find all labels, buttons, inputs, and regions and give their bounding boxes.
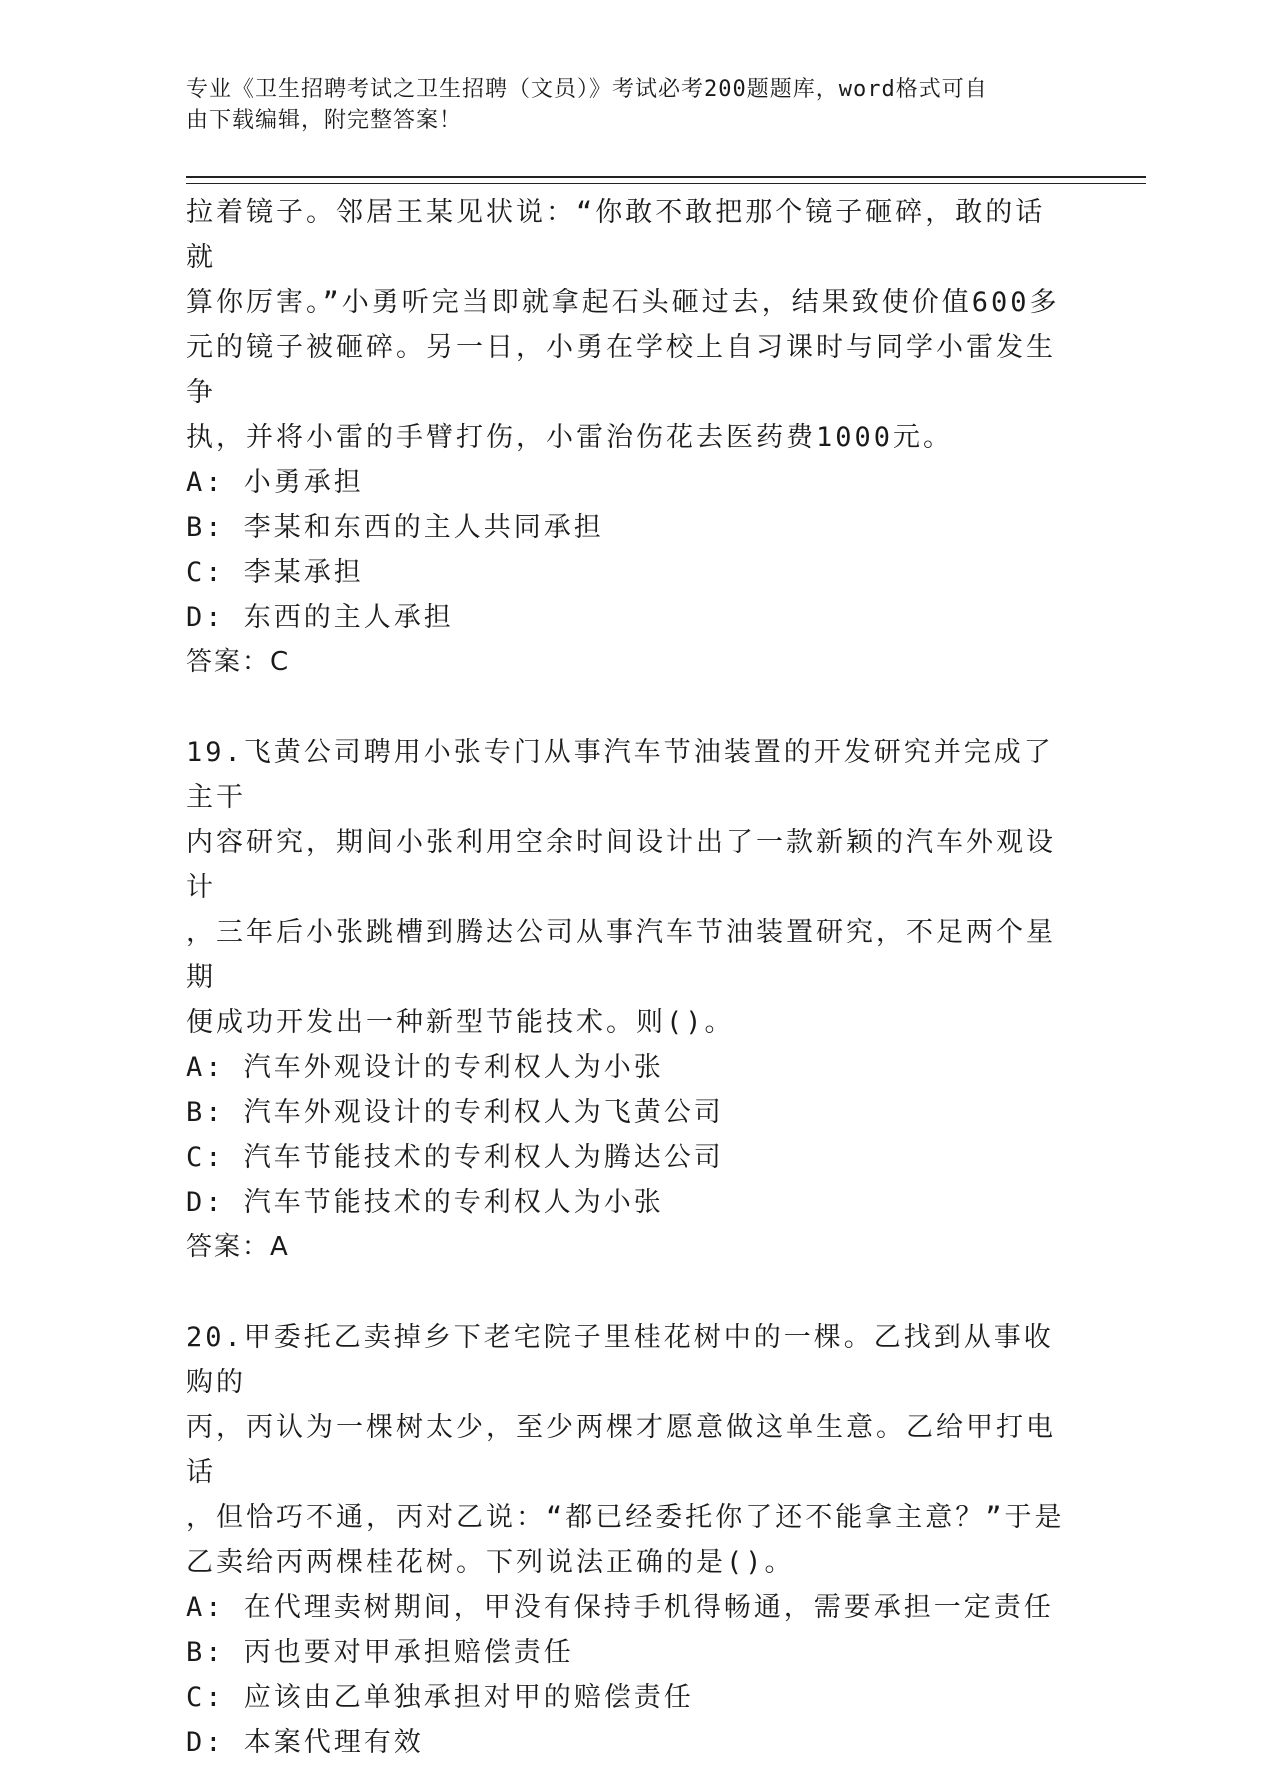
stem-line: 拉着镜子。邻居王某见状说：“你敢不敢把那个镜子砸碎，敢的话就 <box>186 197 1046 273</box>
option-d: D: 汽车节能技术的专利权人为小张 <box>186 1187 664 1218</box>
option-d: D: 东西的主人承担 <box>186 602 454 633</box>
spacer <box>186 685 1066 730</box>
header-line-2: 由下载编辑，附完整答案！ <box>186 108 463 133</box>
question-20 <box>186 1315 1066 1765</box>
document-body <box>186 190 1066 1765</box>
question-stem <box>186 190 1066 460</box>
answer: 答案：A <box>186 1232 290 1262</box>
option-c: C: 李某承担 <box>186 557 364 588</box>
question-stem <box>186 1315 1066 1585</box>
header-divider-thin <box>186 183 1146 184</box>
spacer <box>186 1270 1066 1315</box>
stem-line: 便成功开发出一种新型节能技术。则()。 <box>186 1007 735 1038</box>
option-b: B: 汽车外观设计的专利权人为飞黄公司 <box>186 1097 724 1128</box>
answer: 答案：C <box>186 647 291 677</box>
question-19 <box>186 730 1066 1270</box>
stem-line: 算你厉害。”小勇听完当即就拿起石头砸过去，结果致使价值600多 <box>186 287 1060 318</box>
stem-line: 执，并将小雷的手臂打伤，小雷治伤花去医药费1000元。 <box>186 422 954 453</box>
option-b: B: 丙也要对甲承担赔偿责任 <box>186 1637 574 1668</box>
question-18 <box>186 190 1066 685</box>
header-line-1: 专业《卫生招聘考试之卫生招聘（文员）》考试必考200题题库，word格式可自 <box>186 77 988 102</box>
document-header <box>186 74 1066 136</box>
header-divider-thick <box>186 176 1146 178</box>
stem-line: 丙，丙认为一棵树太少，至少两棵才愿意做这单生意。乙给甲打电话 <box>186 1412 1056 1488</box>
stem-line: 20.甲委托乙卖掉乡下老宅院子里桂花树中的一棵。乙找到从事收购的 <box>186 1322 1054 1398</box>
stem-line: 内容研究，期间小张利用空余时间设计出了一款新颖的汽车外观设计 <box>186 827 1056 903</box>
stem-line: 19.飞黄公司聘用小张专门从事汽车节油装置的开发研究并完成了主干 <box>186 737 1054 813</box>
option-a: A: 在代理卖树期间，甲没有保持手机得畅通，需要承担一定责任 <box>186 1592 1054 1623</box>
stem-line: 乙卖给丙两棵桂花树。下列说法正确的是()。 <box>186 1547 795 1578</box>
stem-line: 元的镜子被砸碎。另一日，小勇在学校上自习课时与同学小雷发生争 <box>186 332 1056 408</box>
option-a: A: 小勇承担 <box>186 467 364 498</box>
option-b: B: 李某和东西的主人共同承担 <box>186 512 604 543</box>
option-a: A: 汽车外观设计的专利权人为小张 <box>186 1052 664 1083</box>
question-stem <box>186 730 1066 1045</box>
option-d: D: 本案代理有效 <box>186 1727 424 1758</box>
stem-line: ，三年后小张跳槽到腾达公司从事汽车节油装置研究，不足两个星期 <box>186 917 1056 993</box>
option-c: C: 汽车节能技术的专利权人为腾达公司 <box>186 1142 724 1173</box>
stem-line: ，但恰巧不通，丙对乙说：“都已经委托你了还不能拿主意？”于是 <box>186 1502 1065 1533</box>
option-c: C: 应该由乙单独承担对甲的赔偿责任 <box>186 1682 694 1713</box>
